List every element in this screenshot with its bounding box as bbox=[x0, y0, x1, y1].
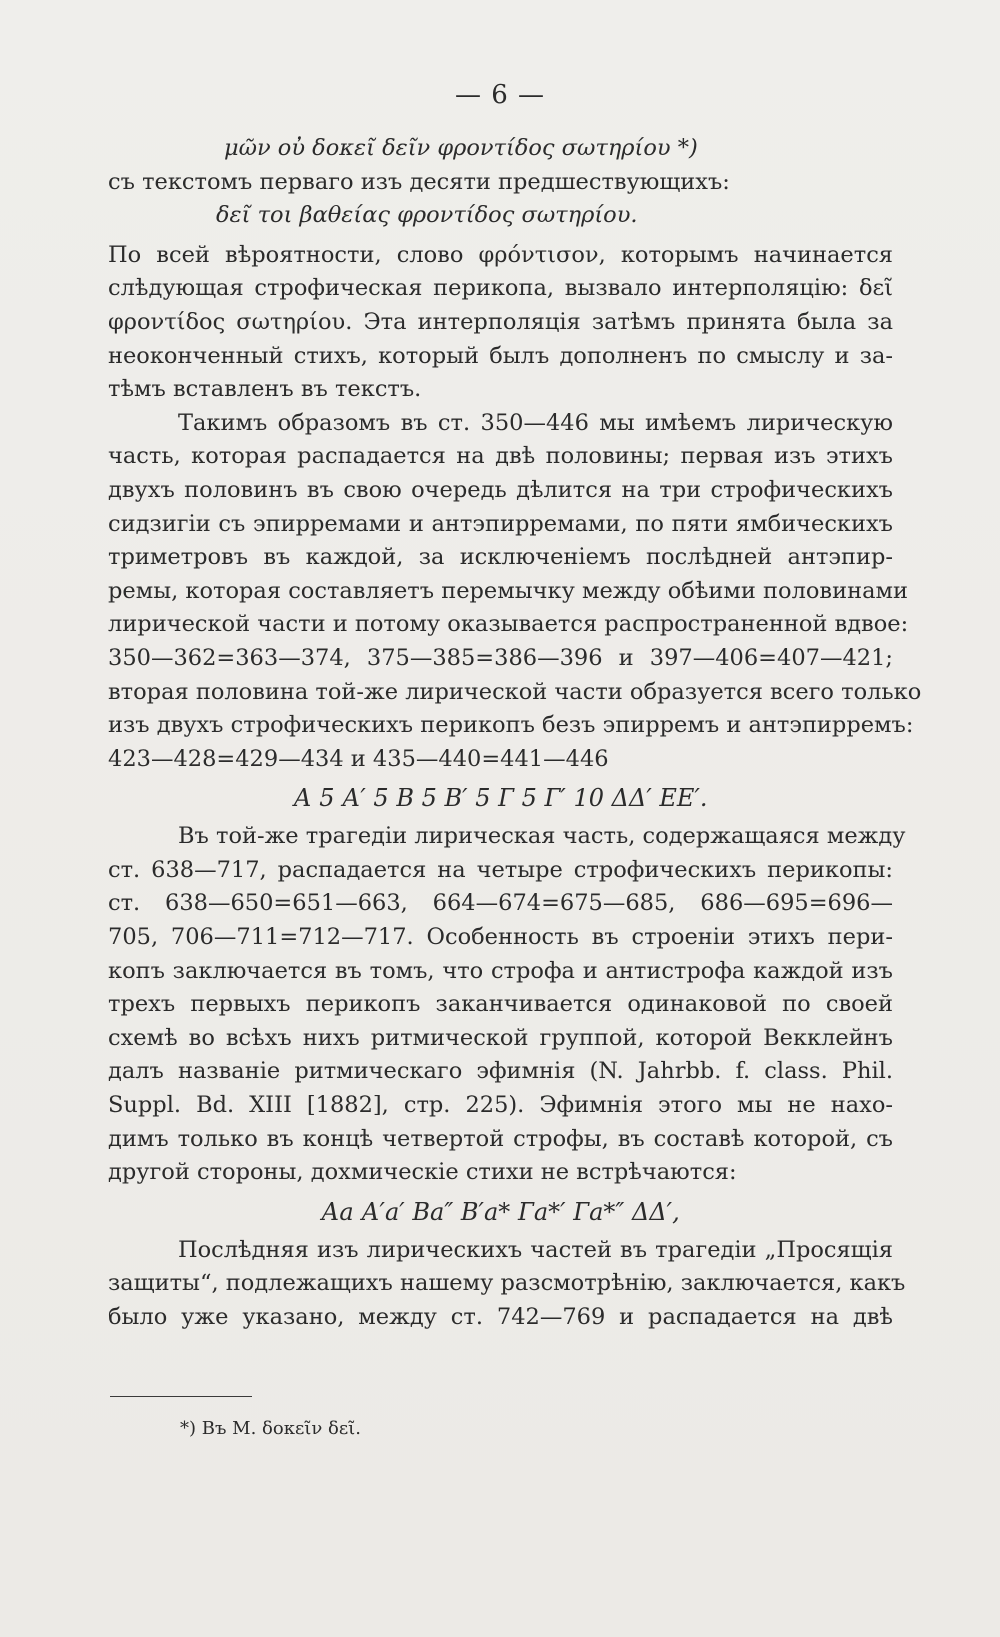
text-line: съ текстомъ перваго изъ десяти предшествующихъ: bbox=[108, 168, 730, 195]
footnote: *) Въ М. δοκεῖν δεῖ. bbox=[180, 1418, 361, 1439]
paragraph-line: трехъ первыхъ перикопъ заканчивается одинаковой по своей bbox=[108, 991, 893, 1018]
paragraph-line: вторая половина той-же лирической части образуется всего только bbox=[108, 678, 922, 705]
paragraph-line: димъ только въ концѣ четвертой строфы, въ составѣ которой, съ bbox=[108, 1125, 893, 1152]
paragraph-line: Послѣдняя изъ лирическихъ частей въ трагедіи „Просящія bbox=[178, 1236, 893, 1263]
paragraph-line: Въ той-же трагедіи лирическая часть, содержащаяся между bbox=[178, 823, 906, 850]
paragraph-line: По всей вѣроятности, слово φρόντισον, которымъ начинается bbox=[108, 241, 893, 268]
paragraph-line: было уже указано, между ст. 742—769 и распадается на двѣ bbox=[108, 1304, 893, 1330]
paragraph-line: 705, 706—711=712—717. Особенность въ строеніи этихъ пери- bbox=[108, 924, 893, 951]
paragraph-line: лирической части и потому оказывается распространенной вдвое: bbox=[108, 611, 909, 638]
paragraph-line: Такимъ образомъ въ ст. 350—446 мы имѣемъ лирическую bbox=[178, 409, 893, 436]
paragraph-line: слѣдующая строфическая перикопа, вызвало интерполяцію: δεῖ bbox=[108, 275, 893, 302]
paragraph-line: другой стороны, дохмическіе стихи не встрѣчаются: bbox=[108, 1159, 737, 1186]
paragraph-line: защиты“, подлежащихъ нашему разсмотрѣнію, заключается, какъ bbox=[108, 1270, 906, 1297]
page-number: — 6 — bbox=[454, 80, 546, 110]
paragraph-line: схемѣ во всѣхъ нихъ ритмической группой, которой Векклейнъ bbox=[108, 1024, 893, 1051]
paragraph-line: ст. 638—717, распадается на четыре строфическихъ перикопы: bbox=[108, 856, 893, 883]
paragraph-line: ст. 638—650=651—663, 664—674=675—685, 686—695=696— bbox=[108, 890, 893, 917]
paragraph-line: триметровъ въ каждой, за исключеніемъ послѣдней антэпир- bbox=[108, 544, 893, 571]
paragraph-line: изъ двухъ строфическихъ перикопъ безъ эпирремъ и антэпирремъ: bbox=[108, 712, 914, 739]
paragraph-line: далъ названіе ритмическаго эфимнія (N. Jahrbb. f. class. Phil. bbox=[108, 1058, 893, 1085]
paragraph-line: сидзигіи съ эпирремами и антэпирремами, по пяти ямбическихъ bbox=[108, 510, 893, 537]
page-body bbox=[108, 132, 922, 1335]
paragraph-line: 423—428=429—434 и 435—440=441—446 bbox=[108, 745, 609, 772]
paragraph-line: ремы, которая составляетъ перемычку между обѣими половинами bbox=[108, 577, 908, 604]
paragraph-line: φροντίδος σωτηρίου. Эта интерполяція затѣмъ принята была за bbox=[108, 308, 893, 335]
footnote-divider bbox=[110, 1396, 252, 1397]
paragraph-line: 350—362=363—374, 375—385=386—396 и 397—406=407—421; bbox=[108, 644, 893, 671]
paragraph-line: Suppl. Bd. XIII [1882], стр. 225). Эфимнія этого мы не нахо- bbox=[108, 1092, 893, 1119]
paragraph-line: копъ заключается въ томъ, что строфа и антистрофа каждой изъ bbox=[108, 957, 893, 984]
scheme-formula: Аа А′а′ Ва″ В′а* Га*′ Га*″ ΔΔ′, bbox=[321, 1197, 680, 1226]
paragraph-line: двухъ половинъ въ свою очередь дѣлится на три строфическихъ bbox=[108, 476, 893, 503]
greek-quote-line: μῶν οὐ δοκεῖ δεῖν φροντίδος σωτηρίου *) bbox=[224, 135, 698, 161]
scheme-formula: А 5 А′ 5 В 5 В′ 5 Г 5 Г′ 10 ΔΔ′ ЕЕ′. bbox=[293, 784, 708, 813]
paragraph-line: неоконченный стихъ, который былъ дополненъ по смыслу и за- bbox=[108, 342, 893, 369]
paragraph-line: часть, которая распадается на двѣ половины; первая изъ этихъ bbox=[108, 443, 893, 470]
paragraph-line: тѣмъ вставленъ въ текстъ. bbox=[108, 376, 422, 403]
greek-quote-line: δεῖ τοι βαθείας φροντίδος σωτηρίου. bbox=[216, 202, 638, 229]
